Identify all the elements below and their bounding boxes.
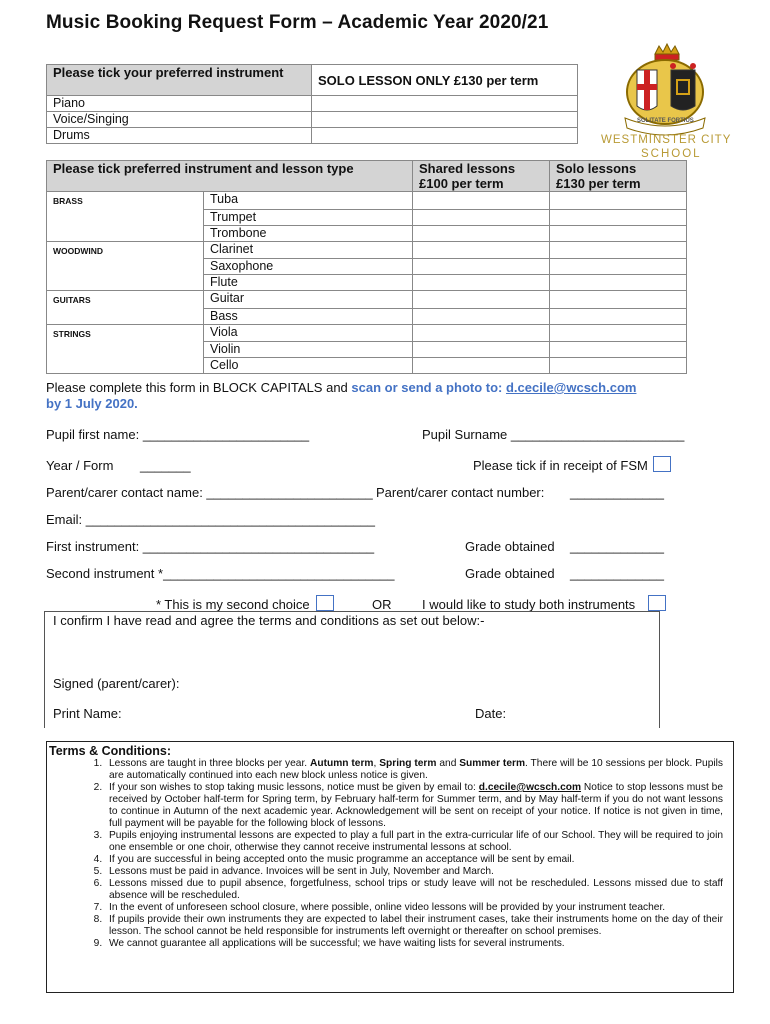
solo-tick-cell[interactable] [550,209,687,225]
instrument-label: Piano [47,96,312,112]
solo-tick-cell[interactable] [550,259,687,275]
instrument-label: Trombone [204,225,413,241]
preferred-instrument-table [46,64,578,144]
instrument-label: Flute [204,275,413,291]
grade1-field[interactable]: _____________ [570,539,664,554]
category-label: WOODWIND [47,241,204,259]
instrument-label: Voice/Singing [47,112,312,128]
term-item: 9. We cannot guarantee all applications will be successful; we have waiting lists for several instruments. [105,938,723,950]
parent-name-field[interactable]: Parent/carer contact name: _______________________ [46,485,373,500]
instrument-label: Cello [204,358,413,374]
date-field[interactable]: Date: [475,706,507,721]
parent-number-label: Parent/carer contact number: [376,485,545,500]
shared-tick-cell[interactable] [413,324,550,342]
or-label: OR [372,597,392,612]
shared-tick-cell[interactable] [413,275,550,291]
instructions: Please complete this form in BLOCK CAPITALS and scan or send a photo to: d.cecile@wcsch.com by 1 July 2020. [46,380,637,411]
second-choice-checkbox[interactable] [316,594,334,611]
fsm-checkbox[interactable] [653,455,671,472]
table1-header: Please tick your preferred instrument [47,65,312,96]
term-item: 5. Lessons must be paid in advance. Invoices will be sent in July, November and March. [105,866,723,878]
term-item: 6. Lessons missed due to pupil absence, forgetfulness, school trips or study leave will not be rescheduled. Lessons missed due to staff absence will be rescheduled. [105,878,723,902]
solo-tick-cell[interactable] [550,324,687,342]
voice-tick-cell[interactable] [312,112,578,128]
instrument-label: Bass [204,308,413,324]
instrument-label: Trumpet [204,209,413,225]
solo-tick-cell[interactable] [550,225,687,241]
shared-tick-cell[interactable] [413,241,550,259]
school-name-line2: SCHOOL [641,148,702,160]
term-item: 2. If your son wishes to stop taking music lessons, notice must be given by email to: d.cecile@wcsch.com Notice to stop lessons must be received by October half-term for Spring term, by February half-term for Summer term, and by May half-term if you do not want lessons to continue in Autumn of the next academic year. Acknowledgement will be sent on receipt of your notice. If notice is not given in time, full payment will be payable for the following block of lessons. [105,782,723,830]
both-instruments-label: I would like to study both instruments [422,597,636,612]
solo-tick-cell[interactable] [550,192,687,210]
email-link[interactable]: d.cecile@wcsch.com [505,380,637,395]
shared-lessons-header: Shared lessons £100 per term [413,161,550,192]
grade2-field[interactable]: _____________ [570,566,664,581]
piano-tick-cell[interactable] [312,96,578,112]
terms-email-link[interactable]: d.cecile@wcsch.com [478,782,582,793]
confirmation-box [44,611,660,728]
category-label: BRASS [47,192,204,210]
fsm-label: Please tick if in receipt of FSM [473,458,648,473]
solo-tick-cell[interactable] [550,308,687,324]
school-crest [601,40,757,165]
parent-number-field[interactable]: _____________ [570,485,664,500]
email-field[interactable]: Email: ________________________________________ [46,512,375,527]
both-instruments-checkbox[interactable] [648,594,666,611]
term-item: 8. If pupils provide their own instruments they are expected to label their instrument cases, take their instruments home on the day of their lesson. The school cannot be held responsible for instruments left overnight or thereafter on school premises. [105,914,723,938]
instrument-lesson-table [46,160,687,374]
second-instrument-field[interactable]: Second instrument *________________________________ [46,566,395,581]
instrument-label: Saxophone [204,259,413,275]
school-name: WESTMINSTER CITY [601,134,732,146]
year-form-label: Year / Form [46,458,114,473]
grade1-label: Grade obtained [465,539,555,554]
term-item: 1. Lessons are taught in three blocks per year. Autumn term, Spring term and Summer term. There will be 10 sessions per block. Pupils are automatically continued into each new block unless notice is given. [105,758,723,782]
instrument-label: Guitar [204,291,413,309]
signed-field[interactable]: Signed (parent/carer): [53,676,180,691]
table1-col-header: SOLO LESSON ONLY £130 per term [312,65,578,96]
first-instrument-field[interactable]: First instrument: ________________________________ [46,539,375,554]
crest-icon [607,40,757,165]
solo-tick-cell[interactable] [550,275,687,291]
confirm-statement: I confirm I have read and agree the terms and conditions as set out below:- [53,613,485,628]
category-label: STRINGS [47,324,204,342]
shared-tick-cell[interactable] [413,291,550,309]
solo-tick-cell[interactable] [550,241,687,259]
term-item: 3. Pupils enjoying instrumental lessons are expected to play a full part in the extra-curricular life of our School. They will be required to join one ensemble or one choir, otherwise they cannot receive instrumental lessons at school. [105,830,723,854]
shared-tick-cell[interactable] [413,225,550,241]
instrument-label: Drums [47,128,312,144]
shared-tick-cell[interactable] [413,192,550,210]
terms-heading: Terms & Conditions: [49,744,171,758]
category-label: GUITARS [47,291,204,309]
shared-tick-cell[interactable] [413,209,550,225]
solo-tick-cell[interactable] [550,342,687,358]
instrument-label: Violin [204,342,413,358]
surname-field[interactable]: Pupil Surname ________________________ [422,427,685,442]
instrument-label: Tuba [204,192,413,210]
solo-tick-cell[interactable] [550,358,687,374]
term-item: 4. If you are successful in being accepted onto the music programme an acceptance will be sent by email. [105,854,723,866]
first-name-field[interactable]: Pupil first name: _______________________ [46,427,310,442]
instrument-label: Clarinet [204,241,413,259]
shared-tick-cell[interactable] [413,342,550,358]
print-name-field[interactable]: Print Name: [53,706,122,721]
terms-list [47,758,733,950]
solo-tick-cell[interactable] [550,291,687,309]
drums-tick-cell[interactable] [312,128,578,144]
school-motto: SOLITATE FORTIUS [637,118,694,124]
grade2-label: Grade obtained [465,566,555,581]
shared-tick-cell[interactable] [413,259,550,275]
term-item: 7. In the event of unforeseen school closure, where possible, online video lessons will be provided by your instrument teacher. [105,902,723,914]
year-form-field[interactable]: _______ [140,458,191,473]
solo-lessons-header: Solo lessons £130 per term [550,161,687,192]
shared-tick-cell[interactable] [413,308,550,324]
instrument-label: Viola [204,324,413,342]
shared-tick-cell[interactable] [413,358,550,374]
table2-header: Please tick preferred instrument and lesson type [47,161,413,192]
terms-box [46,741,734,993]
page-title: Music Booking Request Form – Academic Year 2020/21 [46,12,549,33]
second-choice-label: * This is my second choice [156,597,310,612]
